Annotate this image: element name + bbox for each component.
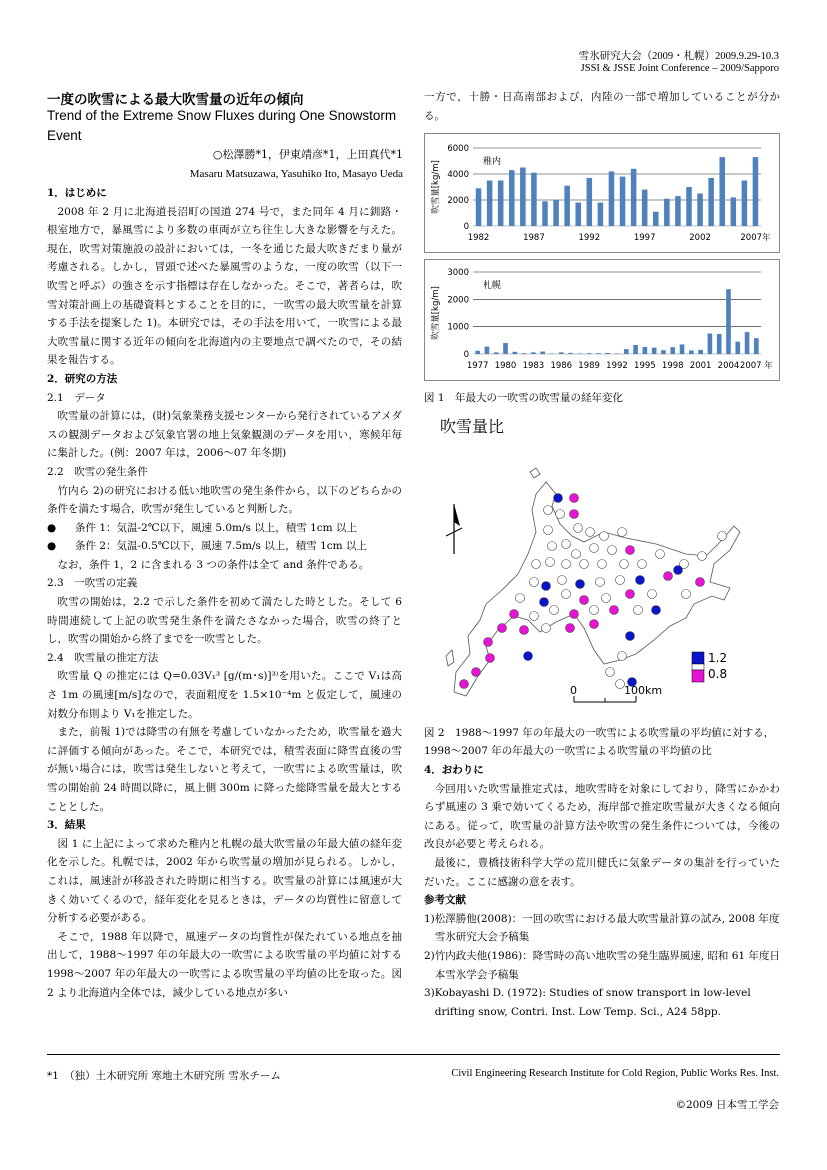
station-marker bbox=[516, 593, 525, 602]
station-marker bbox=[542, 623, 551, 632]
station-marker bbox=[600, 531, 609, 540]
paragraph: そこで，1988 年以降で，風速データの均質性が保たれている地点を抽出して，1988～1997 年の年最大の一吹雪による吹雪量の平均値に対する 1998～2007 年の年最大の一吹雪による吹雪量の平均値の比を取った。図 2 より北海道内全体では，減少している地点が多い bbox=[47, 930, 402, 999]
station-marker bbox=[718, 531, 727, 540]
hokkaido-map bbox=[424, 414, 780, 724]
paragraph: 吹雪の開始は，2.2 で示した条件を初めて満たした時とした。そして 6 時間連続して上記の吹雪発生条件を満たさなかった場合，吹雪の終了とし，吹雪の開始から終了までを一吹雪とした。 bbox=[47, 596, 402, 646]
paragraph: 竹内ら 2)の研究における低い地吹雪の発生条件から，以下のどちらかの条件を満たす場合，吹雪が発生していると判断した。 bbox=[47, 484, 402, 516]
x-tick-label: 2004 bbox=[717, 361, 740, 372]
x-tick-label: 1982 bbox=[467, 233, 490, 244]
x-tick-label: 1986 bbox=[550, 361, 573, 372]
x-tick-label: 1989 bbox=[578, 361, 600, 372]
bar bbox=[731, 198, 737, 227]
bar bbox=[598, 203, 604, 226]
station-marker bbox=[596, 577, 605, 586]
station-marker bbox=[558, 575, 567, 584]
paper-title-en: Trend of the Extreme Snow Fluxes during One Snowstorm Event bbox=[47, 108, 397, 143]
copyright: ©2009 日本雪工学会 bbox=[675, 1099, 779, 1111]
section-heading: 2．研究の方法 bbox=[47, 372, 118, 385]
station-marker bbox=[566, 623, 575, 632]
scale-km-label: 100km bbox=[624, 683, 663, 697]
bar bbox=[661, 350, 666, 354]
bar bbox=[726, 289, 731, 354]
bar bbox=[605, 353, 610, 354]
scale-zero-label: 0 bbox=[570, 683, 577, 697]
reference-text: Kobayashi D. (1972): Studies of snow transport in low-level drifting snow, Contri. Inst. Low Temp. Sci., A24 58pp. bbox=[434, 987, 751, 1018]
x-tick-label: 1998 bbox=[661, 361, 684, 372]
chart-wakkanai bbox=[424, 133, 780, 253]
bar bbox=[620, 177, 626, 226]
station-marker bbox=[570, 493, 579, 502]
reference-item bbox=[424, 984, 780, 1021]
station-marker bbox=[548, 541, 557, 550]
station-marker bbox=[586, 527, 595, 536]
x-tick-label: 1997 bbox=[633, 233, 656, 244]
bullet-icon: ● bbox=[47, 540, 57, 553]
reference-number: 2) bbox=[424, 949, 435, 962]
north-arrow-icon bbox=[446, 504, 462, 554]
bar bbox=[540, 352, 545, 354]
station-marker bbox=[556, 509, 565, 518]
bar-chart-sapporo bbox=[425, 260, 779, 380]
bar bbox=[487, 181, 493, 227]
station-marker bbox=[636, 575, 645, 584]
x-tick-label: 2007 年 bbox=[739, 361, 773, 372]
bar bbox=[476, 188, 482, 226]
station-marker bbox=[618, 651, 627, 660]
bar bbox=[675, 196, 681, 226]
station-marker bbox=[602, 593, 611, 602]
section-heading: 3．結果 bbox=[47, 819, 86, 832]
reference-item bbox=[424, 910, 780, 947]
station-marker bbox=[498, 623, 507, 632]
station-marker bbox=[570, 609, 579, 618]
station-marker bbox=[626, 545, 635, 554]
references-heading: 参考文献 bbox=[424, 894, 466, 907]
station-marker bbox=[626, 589, 635, 598]
x-tick-label: 2001 bbox=[689, 361, 712, 372]
bar bbox=[509, 170, 515, 226]
condition-item bbox=[47, 537, 402, 556]
station-marker bbox=[618, 527, 627, 536]
station-marker bbox=[608, 545, 617, 554]
station-marker bbox=[572, 549, 581, 558]
legend-high-label: 1.2 bbox=[708, 650, 728, 665]
station-marker bbox=[606, 667, 615, 676]
reference-item bbox=[424, 947, 780, 984]
map-title: 吹雪量比 bbox=[440, 416, 505, 436]
bar bbox=[642, 190, 648, 226]
x-tick-label: 2002 bbox=[689, 233, 711, 244]
paragraph: また，前報 1)では降雪の有無を考慮していなかったため，吹雪量を過大に評価する傾向があった。そこで，本研究では，積雪表面に降雪直後の雪が無い場合には，吹雪は発生しないと考えて，一吹雪による吹雪量は，吹雪の開始前 24 時間以降に，風上側 300m に降った総降雪量を最大とすることとした。 bbox=[47, 726, 402, 813]
bar bbox=[578, 354, 583, 355]
station-marker bbox=[540, 597, 549, 606]
subsection-heading: 2.1 データ bbox=[47, 391, 106, 404]
x-tick-label: 1992 bbox=[606, 361, 628, 372]
x-tick-label: 1992 bbox=[578, 233, 601, 244]
bar bbox=[633, 345, 638, 354]
right-column bbox=[424, 88, 780, 1021]
station-marker bbox=[532, 559, 541, 568]
reference-text: 竹内政夫他(1986)：降雪時の高い地吹雪の発生臨界風速, 昭和 61 年度日本雪氷学会予稿集 bbox=[434, 949, 780, 981]
bar-chart-wakkanai bbox=[425, 134, 779, 252]
paragraph: 吹雪量の計算には，(財)気象業務支援センターから発行されているアメダスの観測データおよび気象官署の地上気象観測のデータを用い，寒候年毎に集計した。(例：2007 年は，2006～07 年冬期) bbox=[47, 410, 402, 460]
x-tick-label: 2007年 bbox=[740, 233, 771, 244]
footer-affiliation-en: Civil Engineering Research Institute for Cold Region, Public Works Res. Inst. bbox=[451, 1068, 779, 1079]
bar bbox=[503, 343, 508, 354]
bar bbox=[624, 349, 629, 354]
paragraph: なお，条件 1，2 に含まれる 3 つの条件は全て and 条件である。 bbox=[57, 558, 370, 571]
bar bbox=[708, 334, 713, 355]
station-marker bbox=[472, 667, 481, 676]
y-tick-label: 4000 bbox=[447, 170, 469, 181]
bar bbox=[719, 157, 725, 226]
x-tick-label: 1983 bbox=[522, 361, 545, 372]
condition-text: 条件 2：気温-0.5℃以下，風速 7.5m/s 以上，積雪 1cm 以上 bbox=[75, 540, 367, 553]
station-marker bbox=[580, 595, 589, 604]
station-marker bbox=[664, 571, 673, 580]
bullet-icon: ● bbox=[47, 521, 57, 534]
authors-jp: ○松澤勝*1，伊東靖彦*1，上田真代*1 bbox=[212, 148, 403, 161]
bar bbox=[686, 187, 692, 226]
station-marker bbox=[648, 589, 657, 598]
bar bbox=[609, 172, 615, 227]
bar bbox=[559, 353, 564, 355]
y-tick-label: 6000 bbox=[447, 144, 469, 155]
y-tick-label: 2000 bbox=[447, 196, 469, 207]
bar bbox=[717, 334, 722, 354]
legend-blue-swatch bbox=[692, 652, 704, 664]
bar bbox=[689, 351, 694, 355]
bar bbox=[680, 345, 685, 355]
y-tick-label: 2000 bbox=[447, 295, 469, 306]
station-marker bbox=[616, 575, 625, 584]
bar bbox=[708, 178, 714, 226]
station-marker bbox=[562, 539, 571, 548]
conference-header-en: JSSI & JSSE Joint Conference – 2009/Sapporo bbox=[580, 63, 779, 74]
bar bbox=[698, 350, 703, 354]
reference-number: 3) bbox=[424, 987, 435, 1000]
station-marker bbox=[486, 653, 495, 662]
bar bbox=[485, 347, 490, 354]
station-marker bbox=[634, 605, 643, 614]
conference-header-jp: 雪氷研究大会（2009・札幌）2009.9.29-10.3 bbox=[578, 51, 779, 62]
bar bbox=[643, 347, 648, 354]
subsection-heading: 2.3 一吹雪の定義 bbox=[47, 577, 138, 590]
station-marker bbox=[542, 581, 551, 590]
bar bbox=[498, 181, 504, 227]
station-marker bbox=[510, 609, 519, 618]
bar bbox=[697, 194, 703, 227]
figure-2-map bbox=[424, 414, 780, 724]
bar bbox=[575, 203, 581, 226]
bar bbox=[753, 157, 759, 226]
reference-number: 1) bbox=[424, 912, 435, 925]
paragraph: 図 1 に上記によって求めた稚内と札幌の最大吹雪量の年最大値の経年変化を示した。札幌では，2002 年から吹雪量の増加が見られる。しかし，これは，風速計が移設された時期に相当する。吹雪量の計算には風速が大きく効いてくるので，経年変化を見るときは，データの均質性に留意して分析する必要がある。 bbox=[47, 837, 402, 925]
station-label: 稚内 bbox=[483, 157, 502, 168]
bar bbox=[615, 354, 620, 355]
condition-text: 条件 1：気温-2℃以下，風速 5.0m/s 以上，積雪 1cm 以上 bbox=[75, 521, 357, 534]
bar bbox=[553, 200, 559, 226]
section-heading: 4．おわりに bbox=[424, 763, 484, 776]
bar bbox=[522, 353, 527, 354]
bar bbox=[550, 354, 555, 355]
station-marker bbox=[460, 679, 469, 688]
y-tick-label: 1000 bbox=[447, 322, 469, 333]
station-marker bbox=[652, 605, 661, 614]
station-marker bbox=[620, 559, 629, 568]
station-marker bbox=[546, 557, 555, 566]
station-marker bbox=[562, 589, 571, 598]
paragraph: 今回用いた吹雪量推定式は，地吹雪時を対象にしており，降雪にかかわらず風速の 3 乗で効いてくるため，海岸部で推定吹雪量が大きくなる傾向にある。従って，吹雪量の計算方法や吹雪の発生条件については，今後の改良が必要と考えられる。 bbox=[424, 782, 780, 851]
station-label: 札幌 bbox=[483, 281, 502, 292]
bar bbox=[475, 351, 480, 354]
station-marker bbox=[696, 577, 705, 586]
bar bbox=[596, 353, 601, 354]
station-marker bbox=[570, 509, 579, 518]
y-axis-label: 吹雪量[kg/m] bbox=[431, 286, 441, 340]
y-tick-label: 0 bbox=[463, 222, 469, 233]
bar bbox=[670, 347, 675, 354]
footer-affiliation-jp: *1 （独）土木研究所 寒地土木研究所 雪氷チーム bbox=[47, 1070, 281, 1082]
legend-white-swatch bbox=[692, 664, 704, 670]
bar bbox=[587, 178, 593, 226]
bar bbox=[512, 352, 517, 354]
bar bbox=[564, 186, 570, 226]
bar bbox=[520, 168, 526, 227]
station-marker bbox=[674, 565, 683, 574]
paragraph: 一方で，十勝・日高南部および，内陸の一部で増加していることが分かる。 bbox=[424, 91, 780, 122]
station-marker bbox=[530, 611, 539, 620]
rishiri-island bbox=[530, 468, 540, 478]
station-markers bbox=[460, 493, 727, 688]
station-marker bbox=[682, 589, 691, 598]
reference-text: 松澤勝他(2008)：一回の吹雪における最大吹雪量計算の試み, 2008 年度雪氷研究大会予稿集 bbox=[434, 912, 780, 944]
bar bbox=[652, 348, 657, 354]
station-marker bbox=[550, 605, 559, 614]
station-marker bbox=[544, 505, 553, 514]
paper-title-jp: 一度の吹雪による最大吹雪量の近年の傾向 bbox=[47, 92, 304, 108]
bar bbox=[631, 169, 637, 226]
station-marker bbox=[656, 549, 665, 558]
chart-sapporo bbox=[424, 259, 780, 381]
station-marker bbox=[698, 551, 707, 560]
station-marker bbox=[626, 631, 635, 640]
station-marker bbox=[562, 559, 571, 568]
x-tick-label: 1987 bbox=[523, 233, 545, 244]
figure-1-caption: 図 1 年最大の一吹雪の吹雪量の経年変化 bbox=[424, 392, 624, 405]
bar bbox=[568, 353, 573, 354]
station-marker bbox=[530, 577, 539, 586]
bar bbox=[754, 338, 759, 354]
left-column bbox=[47, 184, 402, 1002]
station-marker bbox=[590, 619, 599, 628]
bar bbox=[664, 199, 670, 226]
station-marker bbox=[554, 493, 563, 502]
y-tick-label: 0 bbox=[463, 350, 469, 361]
x-tick-label: 1977 bbox=[466, 361, 489, 372]
legend-magenta-swatch bbox=[692, 670, 704, 682]
okushiri-island bbox=[446, 650, 454, 666]
bar bbox=[531, 353, 536, 355]
station-marker bbox=[576, 579, 585, 588]
y-tick-label: 3000 bbox=[447, 268, 469, 279]
bar bbox=[745, 332, 750, 354]
subsection-heading: 2.2 吹雪の発生条件 bbox=[47, 465, 148, 478]
x-tick-label: 1995 bbox=[634, 361, 656, 372]
authors-en: Masaru Matsuzawa, Yasuhiko Ito, Masayo Ueda bbox=[189, 168, 403, 180]
station-marker bbox=[638, 559, 647, 568]
figure-2-caption: 図 2 1988～1997 年の年最大の一吹雪による吹雪量の平均値に対する，1998～2007 年の年最大の一吹雪による吹雪量の平均値の比 bbox=[424, 726, 775, 758]
bar bbox=[494, 353, 499, 355]
bar bbox=[531, 173, 537, 226]
x-tick-label: 1980 bbox=[494, 361, 517, 372]
paragraph: 最後に，豊橋技術科学大学の荒川健氏に気象データの集計を行っていただいた。ここに感謝の意を表す。 bbox=[424, 856, 780, 888]
paragraph: 吹雪量 Q の推定には Q=0.03V₁³ [g/(m･s)]³⁾を用いた。ここで V₁は高さ 1m の風速[m/s]なので，表面粗度を 1.5×10⁻⁴m と仮定して，風速の対数分布則より V₁を推定した。 bbox=[47, 670, 402, 720]
bar bbox=[742, 181, 748, 227]
station-marker bbox=[524, 651, 533, 660]
y-axis-label: 吹雪量[kg/m] bbox=[431, 160, 441, 214]
station-marker bbox=[574, 523, 583, 532]
station-marker bbox=[610, 605, 619, 614]
station-marker bbox=[544, 525, 553, 534]
legend-low-label: 0.8 bbox=[708, 666, 728, 681]
station-marker bbox=[590, 605, 599, 614]
bar bbox=[653, 212, 659, 226]
bar bbox=[587, 353, 592, 354]
section-heading: 1．はじめに bbox=[47, 187, 107, 199]
station-marker bbox=[520, 625, 529, 634]
subsection-heading: 2.4 吹雪量の推定方法 bbox=[47, 651, 159, 664]
condition-item bbox=[47, 519, 402, 538]
station-marker bbox=[484, 637, 493, 646]
station-marker bbox=[590, 543, 599, 552]
bar bbox=[735, 342, 740, 354]
station-marker bbox=[580, 559, 589, 568]
paragraph: 2008 年 2 月に北海道長沼町の国道 274 号で，また同年 4 月に釧路・根室地方で，暴風雪により多数の車両が立ち往生し大きな影響を与えた。現在，吹雪対策施設の設計においては，一冬を通じた最大吹きだまり量が考慮される。しかし，冒頭で述べた暴風雪のような，一度の吹雪（以下一吹雪と呼ぶ）の強さを示す指標は存在しなかった。そこで，著者らは，吹雪対策計画上の基礎資料とすることを目的に，一吹雪の最大吹雪量を計算する手法を提案した 1)。本研究では，その手法を用いて，一吹雪による最大吹雪量に関する近年の傾向を北海道内の主要地点で調べたので，その結果を報告する。 bbox=[47, 205, 402, 367]
bar bbox=[542, 201, 548, 226]
footer-rule bbox=[47, 1054, 780, 1055]
station-marker bbox=[598, 559, 607, 568]
